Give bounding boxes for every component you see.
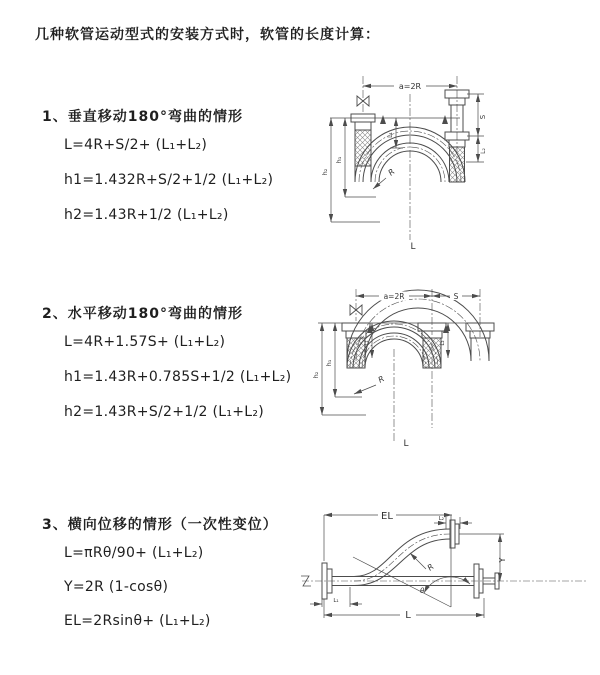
section-1-heading: 1、垂直移动180°弯曲的情形 (42, 109, 243, 125)
section-2-formula-h2: h2=1.43R+S/2+1/2 (L₁+L₂) (64, 404, 265, 420)
section-3-formula-Y: Y=2R (1-cosθ) (64, 579, 169, 595)
diagram-lateral-displacement (298, 503, 600, 655)
dimension-lines (322, 296, 480, 415)
section-1-formula-L: L=4R+S/2+ (L₁+L₂) (64, 137, 208, 153)
dim-label-l1: L₁ (333, 598, 339, 604)
section-3-heading: 3、横向位移的情形（一次性变位） (42, 517, 278, 533)
dim-label-l1: L₁ (387, 132, 394, 138)
angle-label: θ (420, 587, 425, 595)
dim-label-h2: h₂ (321, 168, 329, 176)
dim-label-l2: L₂ (438, 516, 444, 522)
top-flange-fitting (450, 520, 459, 548)
dim-label-h1: h₁ (335, 156, 343, 164)
dim-label-s: S (453, 292, 459, 301)
section-2-formula-h1: h1=1.43R+0.785S+1/2 (L₁+L₂) (64, 369, 292, 385)
section-1-formula-h1: h1=1.432R+S/2+1/2 (L₁+L₂) (64, 172, 274, 188)
dim-label-a2r: a=2R (398, 82, 422, 91)
diagram-vertical-180-bend (310, 70, 600, 262)
centerlines (356, 289, 480, 441)
centerlines (363, 76, 457, 240)
dim-label-a2r: a=2R (383, 292, 405, 301)
dimension-lines (310, 515, 504, 618)
radius-label: R (386, 167, 397, 178)
dim-label-l2: L₂ (480, 148, 487, 154)
dim-label-h1: h₁ (325, 359, 333, 367)
section-3-formula-L: L=πRθ/90+ (L₁+L₂) (64, 545, 204, 561)
dim-label-l2: L₂ (440, 340, 446, 346)
section-3-formula-EL: EL=2Rsinθ+ (L₁+L₂) (64, 613, 211, 629)
radius-label: R (425, 562, 436, 573)
construction-lines (353, 515, 470, 607)
radius-label: R (376, 374, 386, 385)
up-arrow-icon (380, 115, 386, 124)
page-title: 几种软管运动型式的安装方式时，软管的长度计算： (35, 27, 380, 43)
section-2-heading: 2、水平移动180°弯曲的情形 (42, 306, 243, 322)
length-label: L (410, 242, 416, 252)
dim-label-l1: L₁ (364, 340, 370, 346)
left-pipe-fitting (351, 114, 375, 182)
dim-label-y: Y (498, 557, 507, 563)
length-label: L (405, 610, 411, 621)
dim-label-h2: h₂ (312, 371, 320, 379)
dim-label-el: EL (381, 511, 393, 522)
up-arrow-icon (442, 115, 448, 124)
section-2-formula-L: L=4R+1.57S+ (L₁+L₂) (64, 334, 226, 350)
length-label: L (403, 439, 409, 449)
dim-label-s: S (479, 114, 487, 120)
diagram-horizontal-180-bend (306, 283, 598, 455)
section-1-formula-h2: h2=1.43R+1/2 (L₁+L₂) (64, 207, 229, 223)
hose-s-curve (354, 529, 450, 586)
